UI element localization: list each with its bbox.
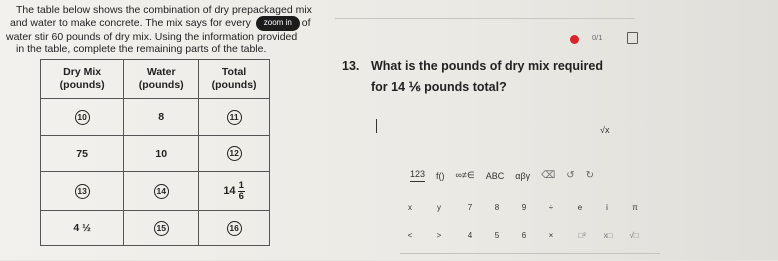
score-status-icon	[570, 35, 579, 44]
key-pi[interactable]: π	[632, 203, 638, 212]
key-8[interactable]: 8	[494, 203, 500, 212]
question-subtext: for 14 ⅙ pounds total?	[371, 80, 507, 94]
tab-symbols[interactable]: ∞≠∈	[455, 170, 475, 180]
blank-marker: 12	[227, 146, 242, 161]
blank-marker: 15	[154, 221, 169, 236]
key-9[interactable]: 9	[521, 203, 527, 212]
text-cursor	[376, 119, 377, 133]
header-total: Total (pounds)	[199, 60, 270, 99]
header-divider	[335, 18, 635, 19]
key-less-than[interactable]: <	[407, 231, 413, 240]
table-cell[interactable]	[199, 211, 270, 246]
problem-line-4: in the table, complete the remaining parts of the table.	[16, 43, 267, 56]
score-text: 0/1	[592, 33, 603, 42]
problem-statement	[6, 4, 336, 56]
tab-abc[interactable]: ABC	[485, 170, 505, 181]
blank-marker: 13	[75, 184, 90, 199]
table-cell: 8	[124, 99, 199, 136]
table-row	[41, 211, 270, 246]
table-cell: 75	[41, 136, 124, 172]
key-5[interactable]: 5	[494, 231, 500, 240]
key-sqrt[interactable]: √□	[629, 231, 639, 240]
key-power[interactable]: x□	[603, 231, 613, 240]
table-cell[interactable]	[41, 172, 124, 211]
mixed-fraction: 14 $\frac{1}{6}$	[223, 179, 244, 202]
tab-numbers[interactable]: 123	[410, 169, 425, 182]
table-row	[41, 172, 270, 211]
bookmark-icon[interactable]	[627, 32, 638, 44]
blank-marker: 16	[227, 221, 242, 236]
zoom-in-button[interactable]: zoom in	[256, 16, 300, 30]
redo-icon[interactable]: ↻	[585, 170, 595, 181]
blank-marker: 14	[154, 184, 169, 199]
problem-line-3: water stir 60 pounds of dry mix. Using the information provided	[6, 30, 298, 43]
key-i[interactable]: i	[606, 203, 608, 212]
key-e[interactable]: e	[577, 203, 583, 212]
key-divide[interactable]: ÷	[548, 203, 554, 212]
table-cell[interactable]	[199, 136, 270, 172]
question-text: What is the pounds of dry mix required	[371, 59, 603, 73]
undo-icon[interactable]: ↺	[566, 170, 575, 181]
key-greater-than[interactable]: >	[436, 231, 442, 240]
key-4[interactable]: 4	[467, 231, 473, 240]
key-multiply[interactable]: ×	[548, 231, 554, 240]
blank-marker: 11	[227, 110, 242, 125]
table-row	[41, 136, 270, 172]
header-dry-mix: Dry Mix (pounds)	[41, 60, 124, 99]
delete-icon[interactable]: ⌫	[541, 170, 556, 181]
question-number: 13.	[342, 59, 360, 73]
key-square[interactable]: □²	[578, 231, 586, 240]
table-row	[41, 99, 270, 136]
key-y[interactable]: y	[437, 203, 441, 212]
keypad-tabs	[410, 169, 605, 182]
problem-line-2: and water to make concrete. The mix says for every zoom in of	[10, 17, 311, 30]
problem-line-1: The table below shows the combination of dry prepackaged mix	[16, 4, 312, 16]
sqrt-preview-icon: √x	[600, 125, 610, 135]
key-6[interactable]: 6	[521, 231, 527, 240]
table-cell: 4 ½	[41, 211, 124, 246]
key-7[interactable]: 7	[467, 203, 473, 212]
mix-table	[40, 59, 270, 246]
header-water: Water (pounds)	[124, 60, 199, 99]
tab-greek[interactable]: αβγ	[515, 170, 531, 181]
table-cell[interactable]	[124, 211, 199, 246]
table-cell: 10	[124, 136, 199, 172]
table-header-row	[41, 60, 270, 99]
tab-functions[interactable]: f()	[436, 170, 445, 181]
table-cell[interactable]	[199, 99, 270, 136]
blank-marker: 10	[75, 110, 90, 125]
table-cell	[199, 172, 270, 211]
key-x[interactable]: x	[408, 203, 412, 212]
table-cell[interactable]	[41, 99, 124, 136]
table-cell[interactable]	[124, 172, 199, 211]
